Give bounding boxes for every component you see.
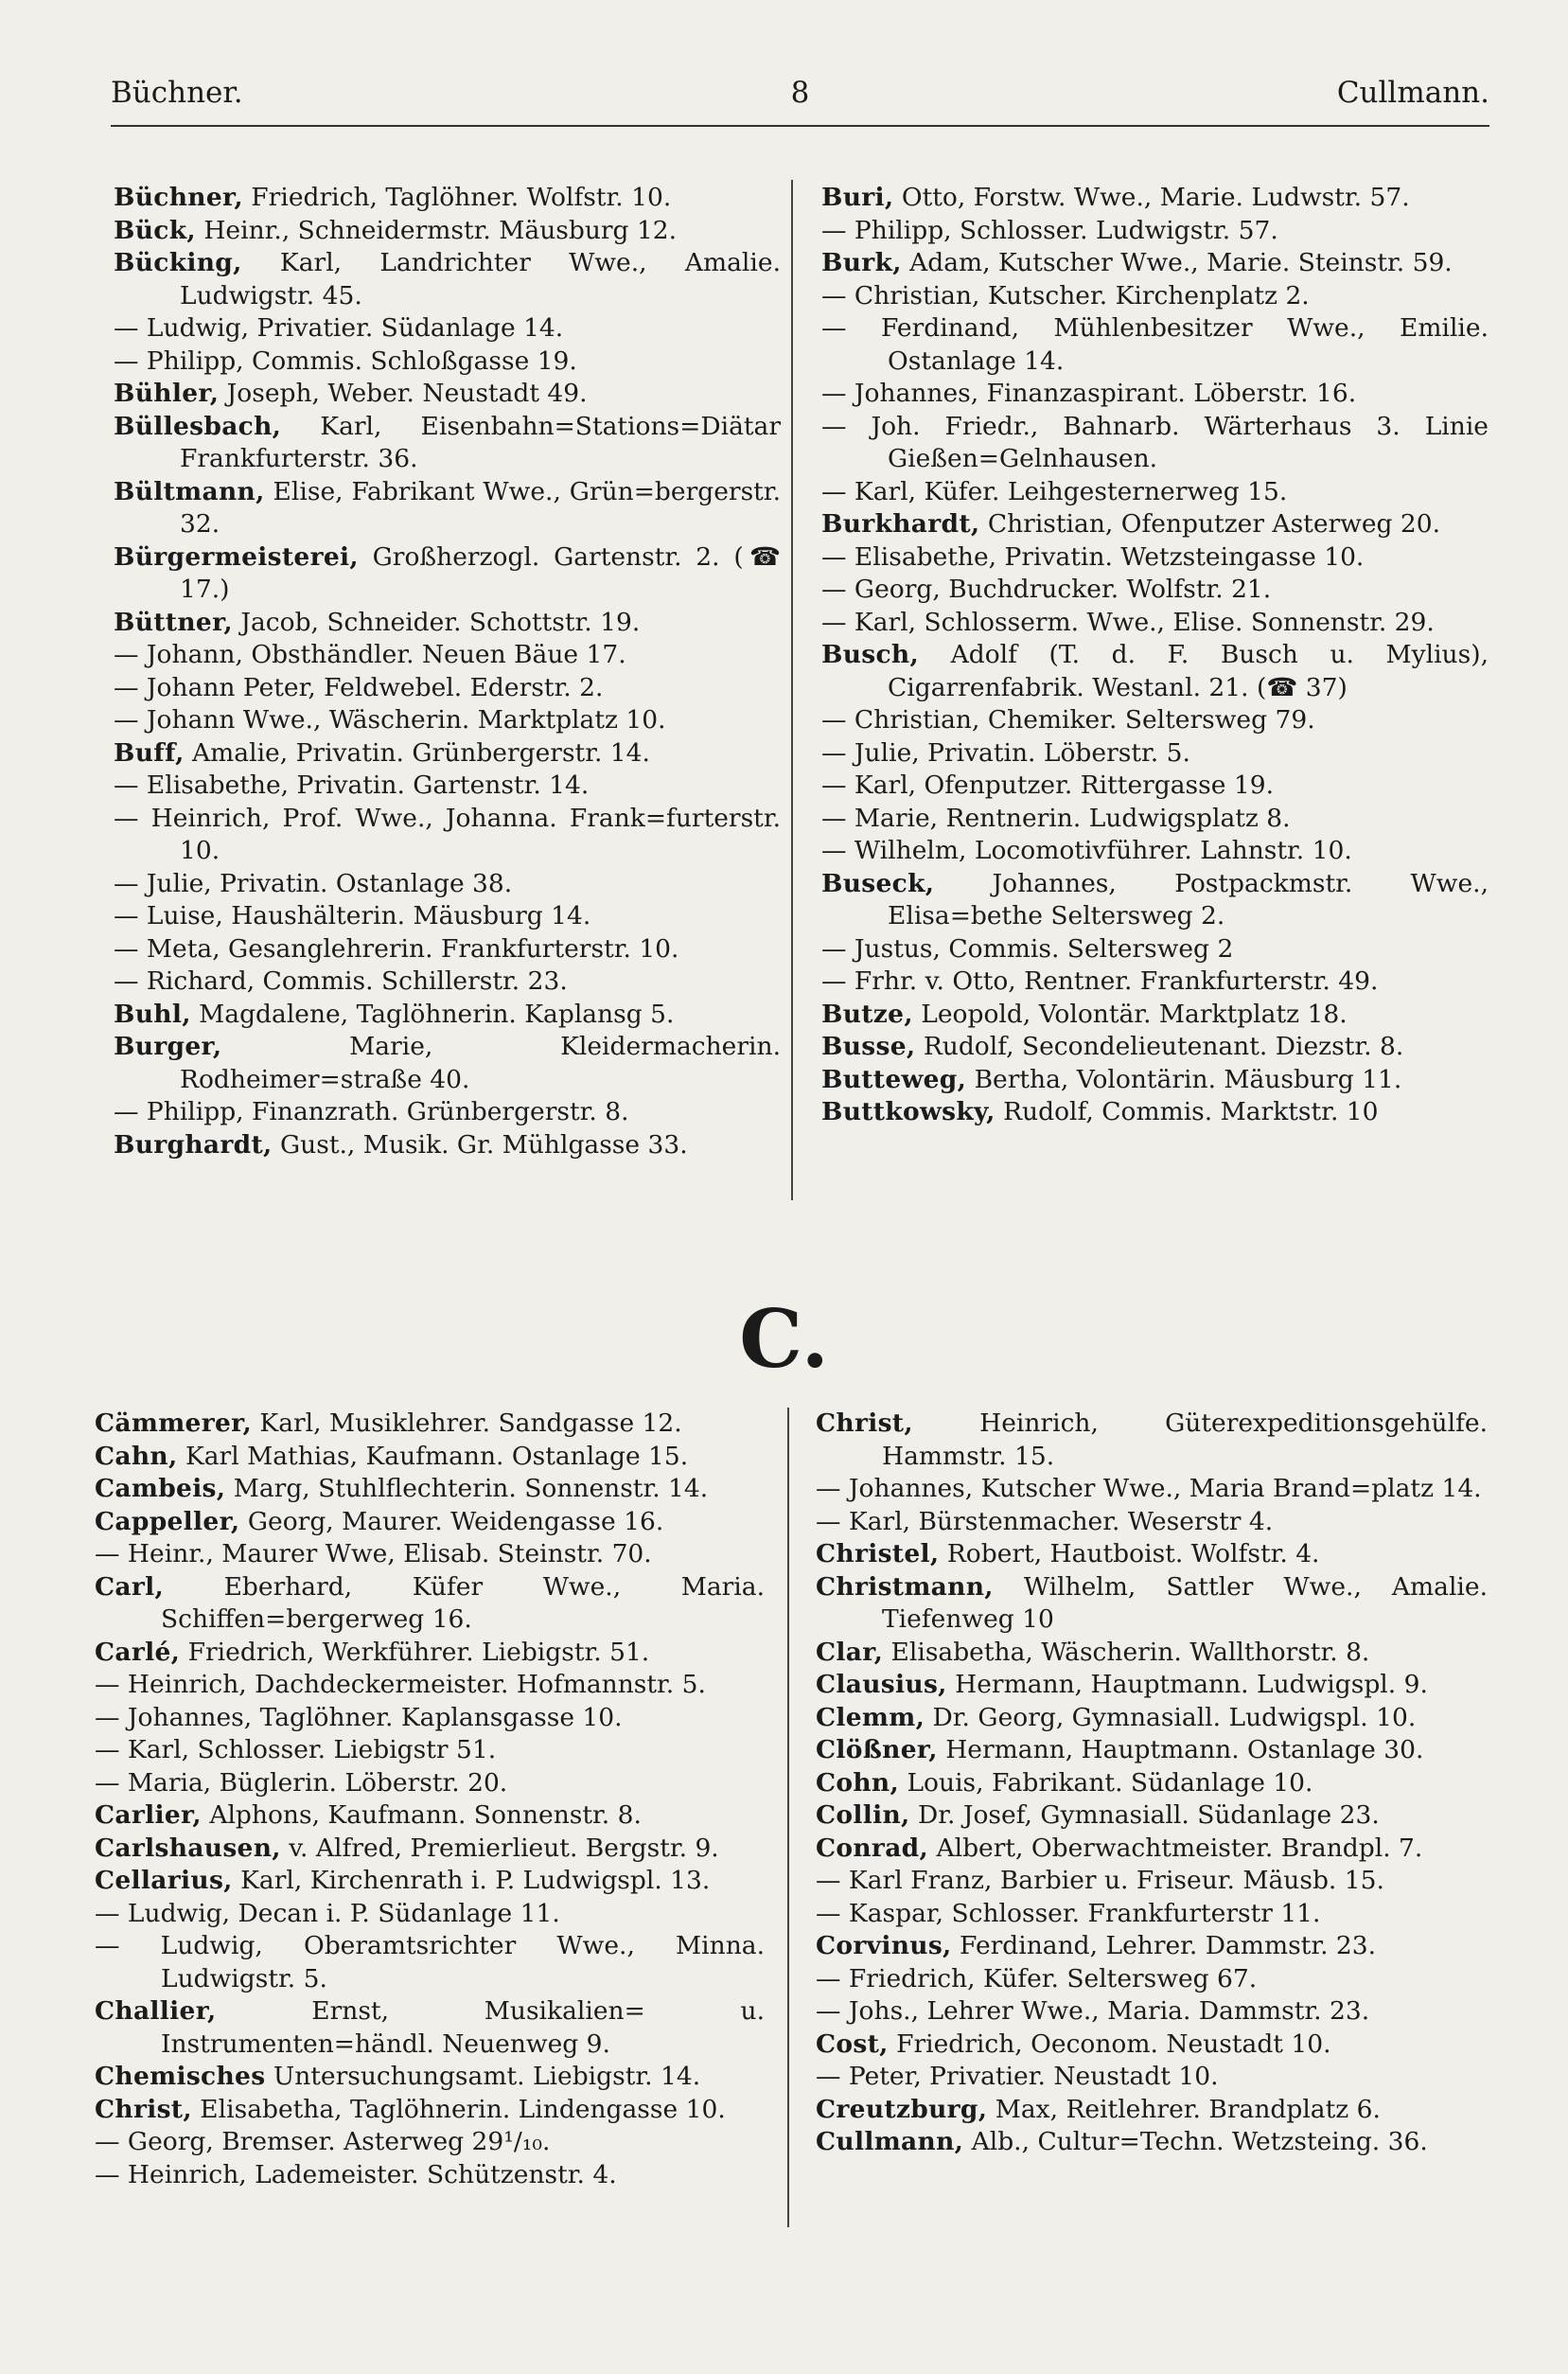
directory-entry [95,1637,765,1670]
entry-details: — Karl, Schlosserm. Wwe., Elise. Sonnenstr. 29. [821,607,1435,637]
entry-details: — Philipp, Schlosser. Ludwigstr. 57. [821,215,1278,245]
entry-details: Karl, Kirchenrath i. P. Ludwigspl. 13. [232,1866,711,1895]
directory-entry [114,737,781,771]
entry-details: — Karl, Küfer. Leihgesternerweg 15. [821,476,1288,506]
directory-entry [114,345,781,379]
directory-entry [816,2029,1488,2062]
directory-entry [816,1702,1488,1735]
directory-entry [816,1799,1488,1833]
directory-entry [816,1571,1488,1637]
entry-details: Friedrich, Taglöhner. Wolfstr. 10. [242,183,672,212]
entry-details: — Christian, Chemiker. Seltersweg 79. [821,705,1315,735]
entry-details: Louis, Fabrikant. Südanlage 10. [899,1767,1313,1798]
entry-details: — Heinrich, Dachdeckermeister. Hofmannstr. 5. [95,1670,706,1699]
column-c-right [816,1408,1488,2159]
directory-entry [95,1441,765,1474]
directory-entry [114,182,781,215]
directory-entry [95,1538,765,1571]
entry-details: — Philipp, Finanzrath. Grünbergerstr. 8. [114,1097,629,1126]
entry-details: Marg, Stuhlflechterin. Sonnenstr. 14. [225,1474,709,1503]
entry-details: Friedrich, Werkführer. Liebigstr. 51. [180,1637,650,1667]
entry-details: Amalie, Privatin. Grünbergerstr. 14. [184,737,650,768]
entry-details: Eberhard, Küfer Wwe., Maria. Schiffen=bergerweg 16. [161,1571,765,1634]
directory-entry [95,2094,765,2127]
entry-surname: Carlé, [95,1637,181,1667]
directory-entry [95,2159,765,2192]
directory-entry [821,770,1489,803]
entry-surname: Buff, [114,737,185,768]
entry-details: — Karl, Ofenputzer. Rittergasse 19. [821,771,1275,800]
directory-entry [95,1799,765,1833]
entry-surname: Burk, [821,248,902,277]
entry-details: Alphons, Kaufmann. Sonnenstr. 8. [201,1800,642,1830]
entry-surname: Clar, [816,1637,884,1667]
column-b-left [114,182,781,1161]
directory-entry [816,2126,1488,2159]
section-letter: C. [739,1292,829,1386]
entry-details: Rudolf, Commis. Marktstr. 10 [995,1097,1379,1126]
entry-details: — Johann, Obsthändler. Neuen Bäue 17. [114,640,626,669]
directory-entry [821,182,1489,215]
entry-details: Karl, Landrichter Wwe., Amalie. Ludwigstr. 45. [180,248,781,310]
entry-surname: Buseck, [821,868,935,898]
entry-surname: Cambeis, [95,1474,226,1503]
directory-entry [821,966,1489,999]
directory-entry [816,1734,1488,1767]
entry-details: — Johannes, Taglöhner. Kaplansgasse 10. [95,1702,623,1732]
directory-entry [114,900,781,933]
directory-entry [114,215,781,248]
entry-surname: Carl, [95,1571,165,1602]
entry-details: Heinr., Schneidermstr. Mäusburg 12. [195,215,678,245]
entry-surname: Bühler, [114,379,220,408]
entry-details: Heinrich, Güterexpeditionsgehülfe. Hammstr. 15. [882,1408,1488,1471]
entry-surname: Busch, [821,640,920,669]
entry-details: — Elisabethe, Privatin. Gartenstr. 14. [114,771,590,800]
entry-surname: Christ, [95,2094,192,2124]
directory-entry [816,1669,1488,1702]
directory-entry [816,1930,1488,1963]
directory-entry [816,1408,1488,1473]
entry-details: Georg, Maurer. Weidengasse 16. [239,1506,664,1536]
directory-entry [821,933,1489,966]
directory-entry [821,411,1489,476]
directory-entry [816,1865,1488,1898]
entry-details: Max, Reitlehrer. Brandplatz 6. [987,2094,1381,2124]
entry-surname: Christel, [816,1539,940,1568]
entry-details: Otto, Forstw. Wwe., Marie. Ludwstr. 57. [893,183,1410,212]
entry-details: — Johs., Lehrer Wwe., Maria. Dammstr. 23. [816,1996,1370,2026]
directory-entry [114,247,781,312]
entry-details: — Johannes, Kutscher Wwe., Maria Brand=platz 14. [816,1474,1482,1503]
header-last-name: Cullmann. [1336,76,1489,110]
directory-entry [816,2094,1488,2127]
entry-surname: Conrad, [816,1833,929,1863]
directory-entry [821,378,1489,411]
directory-entry [114,1031,781,1096]
entry-details: Hermann, Hauptmann. Ludwigspl. 9. [946,1670,1428,1699]
entry-surname: Bürgermeisterei, [114,541,359,572]
directory-entry [821,1096,1489,1129]
entry-details: Ferdinand, Lehrer. Dammstr. 23. [951,1931,1377,1960]
directory-entry [95,2126,765,2159]
entry-surname: Christ, [816,1408,913,1438]
entry-surname: Clemm, [816,1702,925,1732]
entry-details: — Johann Wwe., Wäscherin. Marktplatz 10. [114,705,666,735]
entry-surname: Büllesbach, [114,411,282,441]
directory-entry [95,1571,765,1637]
directory-entry [114,411,781,476]
entry-surname: Cohn, [816,1767,900,1798]
directory-entry [821,737,1489,771]
directory-entry [821,312,1489,378]
entry-details: Ernst, Musikalien= u. Instrumenten=händl. Neuenweg 9. [161,1996,765,2059]
entry-details: — Georg, Bremser. Asterweg 29¹/₁₀. [95,2127,551,2156]
entry-details: Joseph, Weber. Neustadt 49. [219,379,588,408]
entry-details: — Christian, Kutscher. Kirchenplatz 2. [821,280,1310,310]
entry-details: — Ludwig, Privatier. Südanlage 14. [114,313,564,343]
directory-entry [821,835,1489,868]
entry-details: Dr. Josef, Gymnasiall. Südanlage 23. [909,1800,1380,1830]
entry-details: Elise, Fabrikant Wwe., Grün=bergerstr. 32. [180,476,781,539]
directory-entry [816,1506,1488,1539]
directory-entry [114,1096,781,1129]
directory-entry [821,999,1489,1032]
column-divider-top [791,180,793,1200]
entry-details: — Heinr., Maurer Wwe, Elisab. Steinstr. 70. [95,1539,652,1568]
directory-entry [95,1767,765,1800]
entry-details: — Ludwig, Decan i. P. Südanlage 11. [95,1898,560,1928]
entry-surname: Cost, [816,2029,889,2059]
entry-details: — Elisabethe, Privatin. Wetzsteingasse 10. [821,541,1365,572]
header-rule [111,125,1489,127]
entry-details: Johannes, Postpackmstr. Wwe., Elisa=bethe Seltersweg 2. [888,868,1489,930]
entry-details: — Karl, Schlosser. Liebigstr 51. [95,1735,497,1764]
page-number: 8 [790,76,810,110]
entry-surname: Chemisches [95,2062,266,2091]
entry-details: Untersuchungsamt. Liebigstr. 14. [265,2062,701,2091]
directory-entry [95,1898,765,1931]
entry-details: Rudolf, Secondelieutenant. Diezstr. 8. [915,1032,1404,1061]
directory-entry [114,868,781,901]
entry-details: Bertha, Volontärin. Mäusburg 11. [966,1064,1402,1094]
entry-details: — Meta, Gesanglehrerin. Frankfurterstr. 10. [114,933,679,964]
directory-entry [821,574,1489,607]
entry-surname: Creutzburg, [816,2094,988,2124]
directory-entry [114,803,781,868]
entry-details: Karl, Musiklehrer. Sandgasse 12. [251,1408,682,1438]
entry-details: — Julie, Privatin. Löberstr. 5. [821,737,1190,768]
entry-details: — Julie, Privatin. Ostanlage 38. [114,868,513,898]
entry-details: Dr. Georg, Gymnasiall. Ludwigspl. 10. [925,1702,1417,1732]
entry-surname: Busse, [821,1032,916,1061]
directory-entry [821,215,1489,248]
directory-entry [114,770,781,803]
entry-details: — Wilhelm, Locomotivführer. Lahnstr. 10. [821,836,1352,865]
entry-details: Großherzogl. Gartenstr. 2. (☎ 17.) [180,541,781,604]
entry-details: — Heinrich, Prof. Wwe., Johanna. Frank=furterstr. 10. [114,803,781,865]
entry-details: — Peter, Privatier. Neustadt 10. [816,2062,1219,2091]
directory-entry [821,1064,1489,1097]
entry-details: Leopold, Volontär. Marktplatz 18. [912,999,1348,1029]
entry-details: — Justus, Commis. Seltersweg 2 [821,933,1234,964]
entry-surname: Carlshausen, [95,1833,281,1863]
directory-entry [95,1865,765,1898]
entry-details: Magdalene, Taglöhnerin. Kaplansg 5. [190,999,675,1029]
entry-details: Elisabetha, Wäscherin. Wallthorstr. 8. [883,1637,1370,1667]
directory-entry [821,508,1489,541]
entry-details: — Frhr. v. Otto, Rentner. Frankfurterstr. 49. [821,966,1379,996]
directory-entry [816,1538,1488,1571]
entry-surname: Bück, [114,215,196,245]
entry-surname: Cappeller, [95,1506,240,1536]
entry-details: — Johann Peter, Feldwebel. Ederstr. 2. [114,672,604,702]
entry-details: Robert, Hautboist. Wolfstr. 4. [939,1539,1320,1568]
entry-details: — Luise, Haushälterin. Mäusburg 14. [114,901,591,930]
column-b-right [821,182,1489,1129]
directory-entry [114,999,781,1032]
directory-entry [95,2061,765,2094]
entry-surname: Büttner, [114,607,233,637]
entry-details: — Heinrich, Lademeister. Schützenstr. 4. [95,2159,617,2189]
entry-surname: Challier, [95,1996,217,2026]
entry-surname: Burger, [114,1032,222,1061]
entry-surname: Clausius, [816,1670,947,1699]
entry-details: — Karl Franz, Barbier u. Friseur. Mäusb. 15. [816,1866,1384,1895]
directory-entry [816,1995,1488,2029]
entry-surname: Bücking, [114,248,242,277]
directory-entry [816,1963,1488,1996]
directory-entry [821,607,1489,640]
entry-details: — Karl, Bürstenmacher. Weserstr 4. [816,1506,1274,1536]
directory-entry [114,541,781,607]
directory-entry [95,1995,765,2061]
directory-entry [816,1637,1488,1670]
directory-entry [816,1898,1488,1931]
directory-entry [114,607,781,640]
entry-details: Karl Mathias, Kaufmann. Ostanlage 15. [177,1441,689,1471]
header-first-name: Büchner. [111,76,243,110]
directory-entry [114,476,781,541]
entry-surname: Collin, [816,1800,910,1830]
entry-surname: Christmann, [816,1571,994,1602]
directory-entry [114,966,781,999]
entry-surname: Corvinus, [816,1931,952,1960]
directory-entry [95,1669,765,1702]
entry-details: — Friedrich, Küfer. Seltersweg 67. [816,1963,1258,1993]
entry-details: — Joh. Friedr., Bahnarb. Wärterhaus 3. Linie Gießen=Gelnhausen. [821,411,1489,473]
entry-details: Adolf (T. d. F. Busch u. Mylius), Cigarrenfabrik. Westanl. 21. (☎ 37) [888,640,1489,702]
directory-entry [816,1833,1488,1866]
entry-surname: Burghardt, [114,1129,273,1160]
directory-entry [114,933,781,966]
entry-details: — Philipp, Commis. Schloßgasse 19. [114,345,577,376]
directory-entry [95,1408,765,1441]
entry-details: Hermann, Hauptmann. Ostanlage 30. [937,1735,1424,1764]
directory-entry [95,1734,765,1767]
entry-details: Karl, Eisenbahn=Stations=Diätar Frankfurterstr. 36. [180,411,781,473]
entry-surname: Buhl, [114,999,191,1029]
column-divider-bottom [787,1408,789,2227]
entry-details: Adam, Kutscher Wwe., Marie. Steinstr. 59. [901,248,1453,277]
entry-surname: Cellarius, [95,1866,233,1895]
entry-details: Gust., Musik. Gr. Mühlgasse 33. [272,1129,688,1160]
entry-details: — Ludwig, Oberamtsrichter Wwe., Minna. Ludwigstr. 5. [95,1931,765,1993]
directory-entry [114,312,781,345]
directory-entry [114,704,781,737]
directory-entry [821,803,1489,836]
directory-entry [821,476,1489,509]
directory-entry [821,868,1489,933]
directory-entry [114,378,781,411]
entry-details: Christian, Ofenputzer Asterweg 20. [979,509,1441,539]
directory-entry [821,704,1489,737]
directory-entry [95,1702,765,1735]
directory-entry [821,1031,1489,1064]
entry-surname: Butteweg, [821,1064,967,1094]
entry-details: v. Alfred, Premierlieut. Bergstr. 9. [280,1833,719,1863]
directory-entry [821,541,1489,575]
entry-surname: Cämmerer, [95,1408,252,1438]
entry-details: — Kaspar, Schlosser. Frankfurterstr 11. [816,1898,1321,1928]
entry-details: — Richard, Commis. Schillerstr. 23. [114,966,568,996]
entry-surname: Buri, [821,183,894,212]
entry-surname: Bültmann, [114,476,265,506]
entry-details: Albert, Oberwachtmeister. Brandpl. 7. [928,1833,1423,1863]
entry-surname: Burkhardt, [821,509,980,539]
directory-entry [821,247,1489,280]
directory-entry [816,1473,1488,1506]
entry-details: Alb., Cultur=Techn. Wetzsteing. 36. [963,2127,1428,2156]
entry-details: Marie, Kleidermacherin. Rodheimer=straße 40. [180,1032,781,1094]
running-header [111,76,1489,125]
entry-details: Friedrich, Oeconom. Neustadt 10. [888,2029,1331,2059]
directory-entry [821,639,1489,704]
directory-entry [114,1129,781,1162]
entry-details: Wilhelm, Sattler Wwe., Amalie. Tiefenweg 10 [882,1571,1488,1634]
entry-surname: Clößner, [816,1735,938,1764]
directory-entry [816,1767,1488,1800]
directory-entry [95,1833,765,1866]
entry-details: — Georg, Buchdrucker. Wolfstr. 21. [821,575,1272,604]
entry-surname: Büchner, [114,183,243,212]
entry-details: — Maria, Büglerin. Löberstr. 20. [95,1767,508,1798]
entry-details: — Ferdinand, Mühlenbesitzer Wwe., Emilie. Ostanlage 14. [821,313,1489,376]
directory-entry [821,280,1489,313]
entry-details: Jacob, Schneider. Schottstr. 19. [232,607,641,637]
directory-entry [95,1473,765,1506]
directory-entry [114,672,781,705]
entry-surname: Buttkowsky, [821,1097,995,1126]
entry-details: Elisabetha, Taglöhnerin. Lindengasse 10. [191,2094,726,2124]
entry-surname: Cahn, [95,1441,178,1471]
directory-entry [95,1506,765,1539]
entry-surname: Cullmann, [816,2127,964,2156]
directory-entry [95,1930,765,1995]
directory-entry [816,2061,1488,2094]
column-c-left [95,1408,765,2191]
directory-entry [114,639,781,672]
entry-details: — Johannes, Finanzaspirant. Löberstr. 16. [821,379,1357,408]
entry-surname: Carlier, [95,1800,202,1830]
entry-details: — Marie, Rentnerin. Ludwigsplatz 8. [821,803,1291,833]
entry-surname: Butze, [821,999,913,1029]
